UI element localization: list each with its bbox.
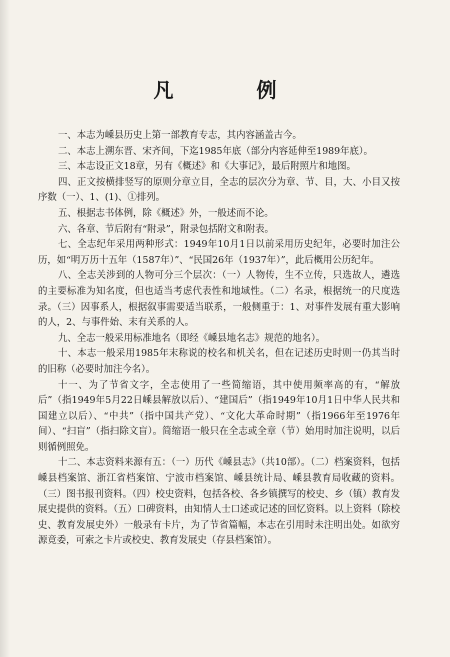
page-edge-shadow: [0, 0, 10, 657]
guideline-item: 六、各章、节后附有“附录”，附录包括附文和附表。: [58, 223, 274, 235]
guideline-item: 十一、为了节省文字，全志使用了一些简缩语，其中使用频率高的有，“解放后”（指1949年5月22日嵊县解放以后）、“建国后”（指1949年10月1日中华人民共和国建立以后）、“中共”（指中国共产党）、“文化大革命时期”（指1966年至1976年间）、“扫盲”（指扫除文盲）。简缩语一般只在全志或全章（节）始用时加注说明，以后则循例照免。: [38, 379, 400, 453]
guideline-item: 四、正文按横排竖写的原则分章立目，全志的层次分为章、节、目，大、小目又按序数（一）、1、(1)、①排列。: [38, 176, 400, 204]
guideline-item: 七、全志纪年采用两种形式：1949年10月1日以前采用历史纪年，必要时加注公历，如“明万历十五年（1587年）”、“民国26年（1937年）”，此后概用公历纪年。: [38, 239, 400, 266]
guideline-item: 十二、本志资料来源有五：（一）历代《嵊县志》（共10部）。（二）档案资料，包括嵊县档案馆、浙江省档案馆、宁波市档案馆、嵊县统计局、嵊县教育局收藏的资料。（三）图书报刊资料。（四）校史资料，包括各校、各乡镇撰写的校史、乡（镇）教育发展史提供的资料。（五）口碑资料，由知情人士口述或记述的回忆资料。以上资料（除校史、教育发展史外）一般录有卡片，为了节省篇幅，本志在引用时未注明出处。如欲穷源竟委，可索之卡片或校史、教育发展史（存县档案馆）。: [38, 457, 400, 547]
guidelines-list: [38, 128, 400, 549]
guideline-item: 八、全志关涉到的人物可分三个层次：（一）人物传，生不立传，只选故人，遴选的主要标准为知名度，但也适当考虑代表性和地域性。（二）名录，根据统一的尺度选录。（三）因事系人，根据叙事需要适当联系，一般侧重于：1、对事件发展有重大影响的人，2、与事件始、末有关系的人。: [38, 270, 400, 329]
guideline-item: 三、本志设正文18章，另有《概述》和《大事记》，最后附照片和地图。: [58, 161, 356, 173]
page-title: 凡 例: [153, 78, 315, 102]
guideline-item: 九、全志一般采用标准地名（即经《嵊县地名志》规范的地名）。: [58, 332, 326, 344]
guideline-item: 十、本志一般采用1985年末称说的校名和机关名，但在记述历史时则一仍其当时的旧称（必要时加注今名）。: [38, 348, 400, 375]
guideline-item: 一、本志为嵊县历史上第一部教育专志，其内容涵盖古今。: [58, 130, 302, 141]
guideline-item: 五、根据志书体例，除《概述》外，一般述而不论。: [58, 207, 274, 219]
guideline-item: 二、本志上溯东晋、宋齐间，下迄1985年底（部分内容延伸至1989年底）。: [58, 145, 373, 157]
